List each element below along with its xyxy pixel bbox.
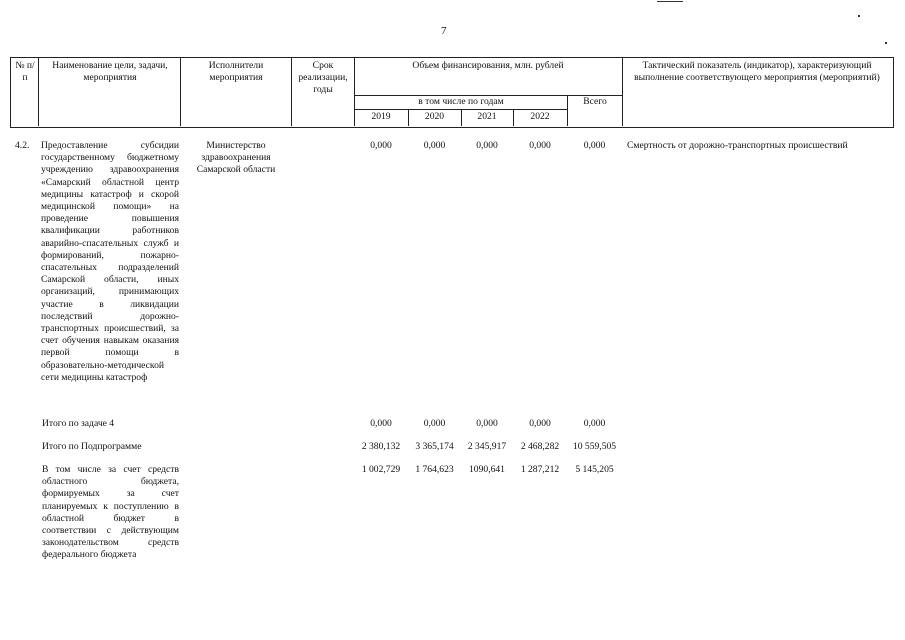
scan-mark <box>885 42 887 44</box>
row-value-2020: 3 365,174 <box>415 441 454 452</box>
row-indicator: Смертность от дорожно-транспортных происшествий <box>627 140 848 151</box>
row-value-2019: 2 380,132 <box>361 441 401 452</box>
row-value-2019: 1 002,729 <box>361 464 401 475</box>
header-name: Наименование цели, задачи, мероприятия <box>52 60 168 84</box>
scan-mark <box>657 1 683 2</box>
row-value-2022: 0,000 <box>529 418 551 429</box>
row-value-2021: 2 345,917 <box>467 441 507 452</box>
header-indicator: Тактический показатель (индикатор), характеризующий выполнение соответствующего мероприятия (мероприятий) <box>634 60 880 84</box>
row-value-2021: 0,000 <box>476 140 498 151</box>
row-name: Итого по задаче 4 <box>42 418 115 429</box>
row-total: 5 145,205 <box>575 464 614 475</box>
row-total: 10 559,505 <box>572 441 617 452</box>
scan-mark <box>858 15 860 17</box>
header-total: Всего <box>583 96 607 107</box>
row-total: 0,000 <box>583 418 606 429</box>
header-year-2022: 2022 <box>530 111 550 122</box>
row-value-2019: 0,000 <box>370 140 392 151</box>
row-value-2020: 0,000 <box>423 418 446 429</box>
header-financing-by-year: в том числе по годам <box>418 96 504 107</box>
row-name: Предоставление субсидии государственному бюджетному учреждению здравоохранения «Самарский областной центр медицины катастроф и скорой медицинской помощи» на проведение повышения квалификации работников аварийно-спасательных служб и формирований, пожарно-спасательных подразделений Самарской области, иных организаций, принимающих участие в ликвидации последствий дорожно-транспортных происшествий, за счет обучения навыкам оказания первой помощи в образовательно-методической сети медицины катастроф <box>41 140 179 383</box>
header-term: Срок реализации, годы <box>298 60 348 96</box>
row-value-2022: 1 287,212 <box>520 464 560 475</box>
row-value-2020: 1 764,623 <box>415 464 454 475</box>
header-financing: Объем финансирования, млн. рублей <box>412 60 564 71</box>
row-value-2021: 1090,641 <box>469 464 505 475</box>
row-value-2020: 0,000 <box>423 140 446 151</box>
page-number: 7 <box>441 25 447 37</box>
header-year-2021: 2021 <box>477 111 497 122</box>
header-num: № п/п <box>15 60 35 84</box>
row-value-2021: 0,000 <box>476 418 498 429</box>
row-value-2022: 0,000 <box>529 140 551 151</box>
row-name: Итого по Подпрограмме <box>42 441 142 452</box>
row-name: В том числе за счет средств областного бюджета, формируемых за счет планируемых к поступлению в областной бюджет в соответствии с действующим законодательством средств федерального бюджета <box>42 464 179 561</box>
row-value-2022: 2 468,282 <box>520 441 560 452</box>
row-executor: Министерство здравоохранения Самарской области <box>196 140 276 176</box>
header-year-2020: 2020 <box>424 111 445 122</box>
header-year-2019: 2019 <box>371 111 391 122</box>
row-total: 0,000 <box>583 140 606 151</box>
row-number: 4.2. <box>15 140 30 151</box>
header-executor: Исполнители мероприятия <box>208 60 264 84</box>
row-value-2019: 0,000 <box>370 418 392 429</box>
